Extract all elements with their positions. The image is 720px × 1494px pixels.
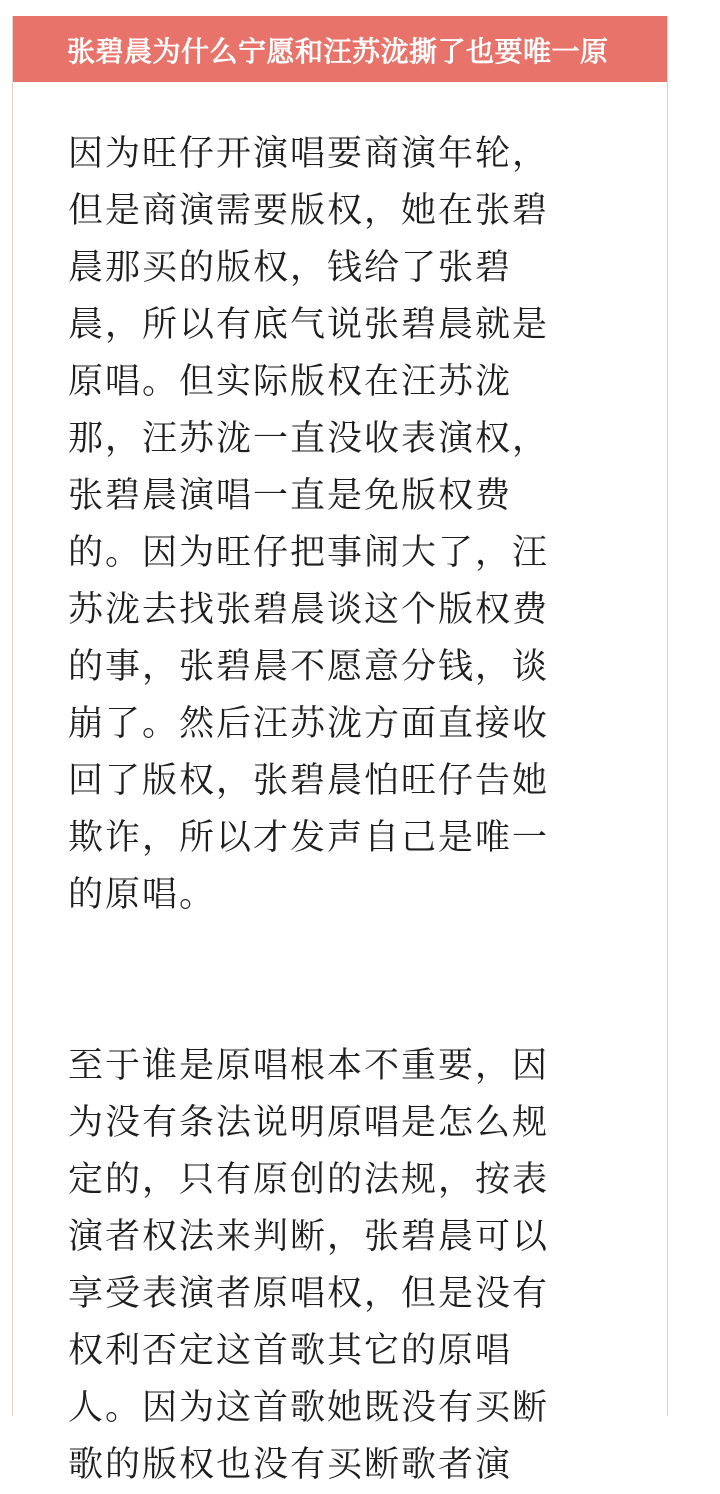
text-line: 演者权法来判断，张碧晨可以 bbox=[68, 1217, 550, 1257]
paragraph-gap bbox=[68, 924, 598, 1038]
text-line: 定的，只有原创的法规，按表 bbox=[68, 1160, 550, 1200]
article-card bbox=[12, 16, 668, 1485]
text-line: 人。因为这首歌她既没有买断 bbox=[68, 1388, 550, 1428]
text-line: 张碧晨演唱一直是免版权费 bbox=[68, 476, 513, 516]
text-line: 那，汪苏泷一直没收表演权， bbox=[68, 419, 550, 459]
text-line: 享受表演者原唱权，但是没有 bbox=[68, 1274, 550, 1314]
text-line: 的。因为旺仔把事闹大了，汪 bbox=[68, 533, 550, 573]
text-line: 晨，所以有底气说张碧晨就是 bbox=[68, 305, 550, 345]
article-body bbox=[68, 126, 598, 1494]
text-line: 欺诈，所以才发声自己是唯一 bbox=[68, 818, 550, 858]
text-line: 权利否定这首歌其它的原唱 bbox=[68, 1331, 513, 1371]
text-line: 歌的版权也没有买断歌者演 bbox=[68, 1445, 513, 1485]
paragraph-2 bbox=[68, 1038, 598, 1494]
article-title: 张碧晨为什么宁愿和汪苏泷撕了也要唯一原 bbox=[67, 35, 609, 68]
text-line: 因为旺仔开演唱要商演年轮， bbox=[68, 134, 550, 174]
text-line: 但是商演需要版权，她在张碧 bbox=[68, 191, 550, 231]
text-line: 原唱。但实际版权在汪苏泷 bbox=[68, 362, 513, 402]
title-bar bbox=[13, 16, 667, 82]
text-line: 为没有条法说明原唱是怎么规 bbox=[68, 1103, 550, 1143]
text-line: 的原唱。 bbox=[68, 875, 217, 915]
text-line: 崩了。然后汪苏泷方面直接收 bbox=[68, 704, 550, 744]
text-line: 回了版权，张碧晨怕旺仔告她 bbox=[68, 761, 550, 801]
text-line: 晨那买的版权，钱给了张碧 bbox=[68, 248, 513, 288]
text-line: 至于谁是原唱根本不重要，因 bbox=[68, 1046, 550, 1086]
text-line: 苏泷去找张碧晨谈这个版权费 bbox=[68, 590, 550, 630]
text-line: 的事，张碧晨不愿意分钱，谈 bbox=[68, 647, 550, 687]
paragraph-1 bbox=[68, 126, 598, 924]
